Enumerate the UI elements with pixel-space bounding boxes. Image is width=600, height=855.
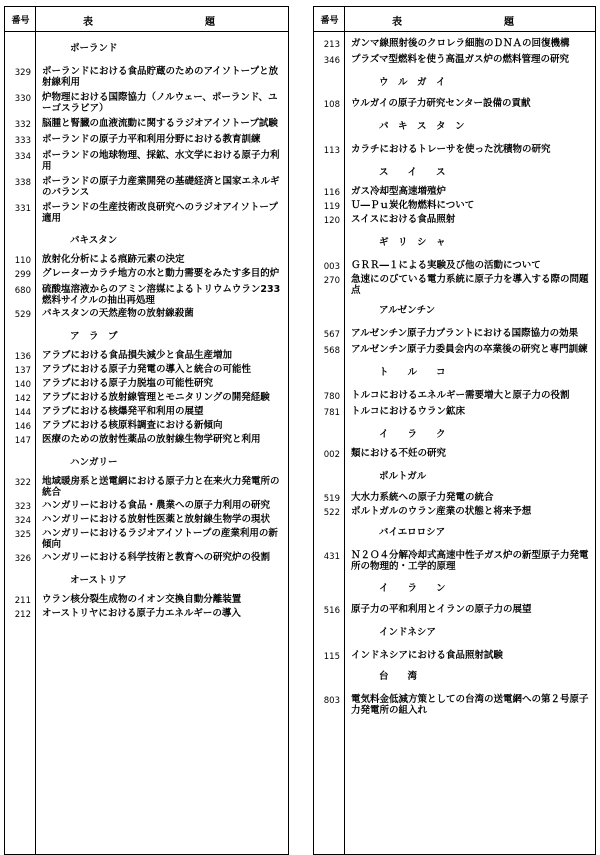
entry-title: アラブにおける放射線管理とモニタリングの開発経験 — [42, 392, 270, 403]
table-row — [5, 378, 288, 390]
table-row — [314, 214, 595, 226]
table-row — [5, 268, 288, 280]
entry-number: 144 — [14, 408, 31, 418]
table-row — [5, 118, 288, 130]
entry-title: 炉物理における国際協力（ノルウェー、ポーランド、ユーゴスラビア） — [42, 92, 278, 114]
section-country: パ キ ス タ ン — [379, 121, 465, 132]
table-row — [314, 328, 595, 340]
entry-title: トルコにおけるエネルギー需要増大と原子力の役割 — [351, 390, 570, 401]
entry-title: アラブにおける核原料調査における新傾向 — [42, 420, 223, 431]
table-row — [5, 364, 288, 376]
table-row — [5, 476, 288, 498]
table-row — [314, 144, 595, 156]
entry-number: 431 — [323, 552, 340, 562]
section-country: イ ラ ク — [379, 429, 446, 440]
entry-title: ＧＲＲ―１による実験及び他の活動について — [351, 260, 541, 271]
entry-title: ガス冷却型高速増殖炉 — [351, 186, 447, 197]
entry-number: 270 — [323, 276, 340, 286]
entry-title: 原子力の平和利用とイランの原子力の展望 — [351, 604, 532, 615]
table-row — [314, 186, 595, 198]
table-row — [314, 406, 595, 418]
entry-number: 212 — [14, 610, 31, 620]
entry-number: 346 — [323, 56, 340, 66]
table-row — [5, 552, 288, 564]
header-title-b: 題 — [205, 17, 215, 28]
entry-number: 213 — [323, 40, 340, 50]
section-country: ス イ ス — [379, 167, 446, 178]
entry-number: 780 — [323, 392, 340, 402]
table-row — [5, 514, 288, 526]
entry-title: グレーターカラチ地方の水と動力需要をみたす多目的炉 — [42, 268, 280, 279]
entry-title: アラブにおける食品損失減少と食品生産増加 — [42, 350, 233, 361]
entry-title: ハンガリーにおける科学技術と教育への研究炉の役割 — [42, 552, 271, 563]
entry-number: 137 — [14, 366, 31, 376]
section-country: ポーランド — [70, 43, 118, 54]
entry-number: 140 — [14, 380, 31, 390]
entry-title: Ｕ―Ｐｕ炭化物燃料について — [351, 200, 475, 211]
entry-title: ハンガリーにおけるラジオアイソトープの産業利用の新傾向 — [42, 528, 278, 550]
entry-number: 331 — [14, 204, 31, 214]
entry-title: 急速にのびている電力系統に原子力を導入する際の問題点 — [351, 274, 589, 296]
entry-title: スイスにおける食品照射 — [351, 214, 456, 225]
entry-number: 332 — [14, 120, 31, 130]
entry-number: 115 — [323, 652, 340, 662]
right-column — [313, 6, 596, 855]
entry-title: 電気料金低減方策としての台湾の送電網への第２号原子力発電所の組入れ — [351, 694, 589, 716]
entry-number: 333 — [14, 136, 31, 146]
section-country: ポルトガル — [379, 471, 427, 482]
entry-number: 781 — [323, 408, 340, 418]
entry-title: トルコにおけるウラン鉱床 — [351, 406, 466, 417]
entry-number: 299 — [14, 270, 31, 280]
entry-title: ポーランドの原子力産業開発の基礎経済と国家エネルギのバランス — [42, 176, 280, 198]
entry-title: 脳腫と腎臓の血液流動に関するラジオアイソトープ試験 — [42, 118, 278, 129]
entry-title: Ｎ２Ｏ４分解冷却式高速中性子ガス炉の新型原子力発電所の物理的・工学的原理 — [351, 550, 589, 572]
table-row — [314, 98, 595, 110]
table-row — [5, 500, 288, 512]
entry-number: 146 — [14, 422, 31, 432]
entry-title: ポルトガルのウラン産業の状態と将来予想 — [351, 506, 532, 517]
entry-number: 334 — [14, 152, 31, 162]
entry-title: アルゼンチン原子力プラントにおける国際協力の効果 — [351, 328, 579, 339]
table-header — [314, 7, 595, 32]
left-column — [4, 6, 289, 855]
entry-number: 323 — [14, 502, 31, 512]
table-row — [5, 350, 288, 362]
section-country: ギ リ シ ャ — [379, 237, 446, 248]
entry-title: カラチにおけるトレーサを使った沈積物の研究 — [351, 144, 551, 155]
table-row — [314, 38, 595, 50]
table-row — [5, 176, 288, 198]
table-row — [314, 390, 595, 402]
section-country: ウ ル ガ イ — [379, 77, 446, 88]
section-country: ト ル コ — [379, 367, 446, 378]
table-row — [5, 528, 288, 550]
table-row — [5, 608, 288, 620]
section-country: アルゼンチン — [379, 305, 436, 316]
right-entries — [314, 32, 595, 716]
entry-title: インドネシアにおける食品照射試験 — [351, 650, 503, 661]
entry-number: 147 — [14, 436, 31, 446]
table-row — [5, 66, 288, 88]
table-row — [314, 604, 595, 616]
entry-number: 116 — [323, 188, 340, 198]
entry-number: 119 — [323, 202, 340, 212]
table-row — [5, 308, 288, 320]
entry-title: ポーランドの原子力平和利用分野における教育訓練 — [42, 134, 261, 145]
entry-title: 大水力系統への原子力発電の統合 — [351, 492, 494, 503]
header-number: 番号 — [320, 16, 339, 26]
entry-title: ポーランドの生産技術改良研究へのラジオアイソトープ適用 — [42, 202, 278, 224]
entry-number: 522 — [323, 508, 340, 518]
table-row — [314, 260, 595, 272]
entry-title: ウラン核分裂生成物のイオン交換自動分離装置 — [42, 594, 242, 605]
section-country: インドネシア — [379, 627, 436, 638]
entry-number: 113 — [323, 146, 340, 156]
entry-number: 325 — [14, 530, 31, 540]
entry-number: 211 — [14, 596, 31, 606]
entry-title: ガンマ線照射後のクロレラ細胞のＤＮＡの回復機構 — [351, 38, 570, 49]
table-row — [314, 54, 595, 66]
table-row — [5, 434, 288, 446]
entry-title: 放射化分析による痕跡元素の決定 — [42, 254, 185, 265]
entry-title: パキスタンの天然産物の放射線殺菌 — [42, 308, 194, 319]
entry-title: 医療のための放射性薬品の放射線生物学研究と利用 — [42, 434, 261, 445]
entry-number: 680 — [14, 286, 31, 296]
section-country: パキスタン — [70, 235, 118, 246]
table-row — [5, 392, 288, 404]
table-row — [314, 506, 595, 518]
table-row — [314, 550, 595, 572]
header-title-a: 表 — [392, 17, 402, 28]
entry-title: ハンガリーにおける放射性医薬と放射線生物学の現状 — [42, 514, 271, 525]
entry-number: 108 — [323, 100, 340, 110]
entry-number: 568 — [323, 346, 340, 356]
entry-title: アラブにおける原子力発電の導入と統合の可能性 — [42, 364, 252, 375]
entry-title: プラズマ型燃料を使う高温ガス炉の燃料管理の研究 — [351, 54, 570, 65]
header-title-b: 題 — [504, 17, 514, 28]
table-header — [5, 7, 288, 32]
entry-number: 120 — [323, 216, 340, 226]
entry-number: 002 — [323, 450, 340, 460]
entry-title: ハンガリーにおける食品・農業への原子力利用の研究 — [42, 500, 271, 511]
header-title-a: 表 — [83, 17, 93, 28]
section-country: オーストリア — [70, 575, 127, 586]
entry-title: ポーランドの地球物理、採鉱、水文学における原子力利用 — [42, 150, 280, 172]
table-row — [5, 420, 288, 432]
column-divider — [344, 7, 345, 854]
entry-number: 516 — [323, 606, 340, 616]
table-row — [314, 492, 595, 504]
section-country: バイエロロシア — [379, 527, 446, 538]
entry-number: 329 — [14, 68, 31, 78]
column-divider — [35, 7, 36, 854]
entry-title: アルゼンチン原子力委員会内の卒業後の研究と専門訓練 — [351, 344, 588, 355]
table-row — [5, 150, 288, 172]
table-row — [314, 650, 595, 662]
entry-title: アラブにおける核爆発平和利用の展望 — [42, 406, 204, 417]
table-row — [5, 134, 288, 146]
entry-title: ポーランドにおける食品貯蔵のためのアイソトープと放射線利用 — [42, 66, 279, 88]
entry-number: 326 — [14, 554, 31, 564]
table-row — [5, 92, 288, 114]
section-country: ハンガリー — [70, 457, 118, 468]
entry-number: 142 — [14, 394, 31, 404]
entry-number: 110 — [14, 256, 31, 266]
table-row — [5, 202, 288, 224]
table-row — [314, 200, 595, 212]
table-row — [5, 284, 288, 306]
table-row — [5, 254, 288, 266]
entry-title: ウルガイの原子力研究センター設備の貢献 — [351, 98, 531, 109]
header-number: 番号 — [11, 16, 30, 26]
entry-number: 322 — [14, 478, 31, 488]
entry-number: 330 — [14, 94, 31, 104]
entry-number: 567 — [323, 330, 340, 340]
section-country: ア ラ ブ — [70, 331, 118, 342]
table-row — [314, 694, 595, 716]
entry-number: 136 — [14, 352, 31, 362]
table-row — [314, 274, 595, 296]
entry-number: 324 — [14, 516, 31, 526]
entry-title: 硫酸塩溶液からのアミン溶媒によるトリウムウラン233燃料サイクルの抽出再処理 — [42, 284, 281, 306]
entry-number: 003 — [323, 262, 340, 272]
entry-number: 338 — [14, 178, 31, 188]
entry-title: アラブにおける原子力脱塩の可能性研究 — [42, 378, 214, 389]
entry-title: オーストリヤにおける原子力エネルギーの導入 — [42, 608, 241, 619]
left-entries — [5, 32, 288, 620]
entry-number: 519 — [323, 494, 340, 504]
entry-number: 529 — [14, 310, 31, 320]
entry-title: 類における不妊の研究 — [351, 448, 447, 459]
section-country: 台 湾 — [379, 671, 418, 682]
section-country: イ ラ ン — [379, 583, 446, 594]
entry-number: 803 — [323, 696, 340, 706]
table-row — [314, 448, 595, 460]
table-row — [5, 594, 288, 606]
table-row — [5, 406, 288, 418]
entry-title: 地域暖房系と送電網における原子力と在来火力発電所の統合 — [42, 476, 280, 498]
table-row — [314, 344, 595, 356]
